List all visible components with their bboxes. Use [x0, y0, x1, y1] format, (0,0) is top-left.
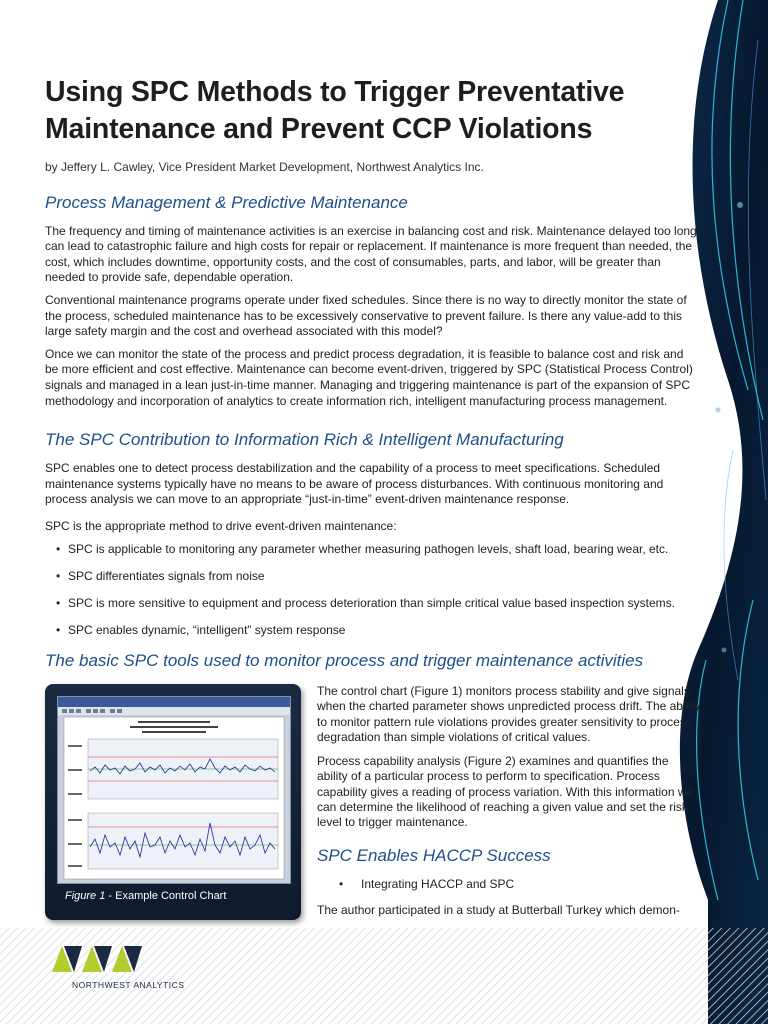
- paragraph: Conventional maintenance programs operate under fixed schedules. Since there is no way to directly monitor the state of the process, scheduled maintenance has to be excessively conservative to prevent failure. Is there any value-add to this large safety margin and the cost and overhead associated with this model?: [45, 292, 687, 339]
- list-item: [45, 542, 700, 557]
- title-line-1: Using SPC Methods to Trigger Preventative: [45, 76, 625, 108]
- paragraph: Process capability analysis (Figure 2) examines and quantifies the ability of a particular process to perform to specification. Process capability gives a reading of process variation. With this information we can determine the likelihood of reaching a given value and set the risk level to trigger maintenance.: [317, 754, 694, 830]
- list-item-text: Integrating HACCP and SPC: [361, 876, 515, 891]
- section-heading-haccp: SPC Enables HACCP Success: [317, 845, 551, 865]
- list-item-text: SPC is applicable to monitoring any parameter whether measuring pathogen levels, shaft load, bearing wear, etc.: [68, 541, 669, 556]
- figure-caption: [65, 890, 226, 902]
- list-item-text: SPC differentiates signals from noise: [68, 568, 265, 583]
- bullet-list: [45, 542, 700, 638]
- list-item-text: SPC enables dynamic, “intelligent” system response: [68, 622, 346, 637]
- figure-1: [45, 684, 301, 920]
- bullet-dot: •: [339, 876, 344, 891]
- figure-label: Figure 1: [65, 890, 106, 902]
- section-heading-spc-contribution: The SPC Contribution to Information Rich & Intelligent Manufacturing: [45, 430, 564, 450]
- list-item: [317, 877, 701, 892]
- paragraph: The control chart (Figure 1) monitors process stability and give signals when the charted parameter shows unpredicted process drift. The ability to monitor pattern rule violations provides greater sensitivity to process degradation than simple violations of critical values.: [317, 684, 701, 744]
- list-item: [45, 569, 700, 584]
- logo-wordmark: NORTHWEST ANALYTICS: [72, 980, 185, 990]
- article-title: [45, 74, 700, 148]
- section-heading-process-management: Process Management & Predictive Maintenance: [45, 192, 408, 212]
- article-body: [45, 74, 700, 672]
- bullet-dot: •: [56, 622, 61, 637]
- paragraph: SPC enables one to detect process destabilization and the capability of a process to meet specifications. Scheduled maintenance systems typically have no means to be aware of process disturbances. With continuous monitoring and process analysis we can move to an appropriate “just-in-time” event-driven maintenance response.: [45, 461, 664, 507]
- section-heading-basic-spc-tools: The basic SPC tools used to monitor process and trigger maintenance activities: [45, 650, 644, 670]
- list-item-text: SPC is more sensitive to equipment and process deterioration than simple critical value based inspection systems.: [68, 595, 675, 610]
- title-line-2: Maintenance and Prevent CCP Violations: [45, 113, 593, 145]
- figure-caption-text: - Example Control Chart: [105, 890, 227, 902]
- right-column: [317, 684, 701, 918]
- control-chart-screenshot: [57, 696, 291, 884]
- bullet-dot: •: [56, 568, 61, 583]
- paragraph: The author participated in a study at Butterball Turkey which demon-: [317, 902, 680, 917]
- paragraph: The frequency and timing of maintenance activities is an exercise in balancing cost and risk. Maintenance delayed too long can lead to catastrophic failure and high costs for repair or replacement. If maintenance is more frequent than needed, the cost, which includes downtime, opportunity costs, and the cost of consumables, parts, and labor, will be greater than needed to provide safe, dependable operation.: [45, 223, 697, 285]
- bullet-dot: •: [56, 595, 61, 610]
- footer-hatch-band: [0, 928, 768, 1024]
- control-chart-image: [58, 697, 290, 883]
- bullet-dot: •: [56, 541, 61, 556]
- list-item: [45, 596, 700, 611]
- paragraph: SPC is the appropriate method to drive event-driven maintenance:: [45, 518, 397, 533]
- list-item: [45, 623, 700, 638]
- paragraph: Once we can monitor the state of the process and predict process degradation, it is feasible to balance cost and risk and be more efficient and cost effective. Maintenance can become event-driven, triggered by SPC (Statistical Process Control) signals and managed in a lean just-in-time manner. Managing and triggering maintenance is part of the expansion of SPC methodology and incorporation of analytics to create information rich, intelligent manufacturing process management.: [45, 346, 693, 408]
- bullet-list: [317, 877, 701, 892]
- byline: by Jeffery L. Cawley, Vice President Market Development, Northwest Analytics Inc.: [45, 160, 484, 174]
- northwest-analytics-logo: [52, 944, 144, 974]
